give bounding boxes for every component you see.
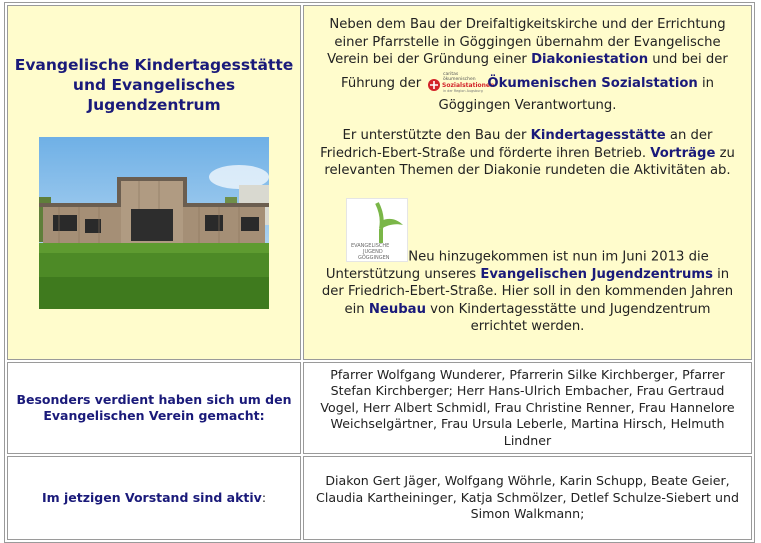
info-table (4, 2, 755, 543)
caritas-logo-small1: caritas (443, 71, 459, 77)
merits-label-cell (7, 362, 301, 455)
p1-text-1: Neben dem Bau der Dreifaltigkeitskirche und der Errichtung einer Pfarrstelle in Göggingen übernahm der Evangelische Verein bei der Gründung einer (327, 17, 726, 67)
p3-text-2: in der Friedrich-Ebert-Straße. Hier soll in den kommenden Jahren ein (321, 266, 734, 317)
board-label-colon: : (261, 490, 267, 505)
evangelische-jugend-logo (346, 198, 408, 262)
title-line-3: Jugendzentrum (87, 96, 221, 115)
building-illustration (39, 137, 269, 309)
keyword-diakoniestation[interactable]: Diakoniestation (531, 52, 649, 67)
paragraph-jugendzentrum (316, 198, 739, 336)
jz-logo-line1: EVANGELISCHE (351, 242, 390, 249)
jz-logo-line2: JUGEND (363, 248, 384, 255)
merits-names: Pfarrer Wolfgang Wunderer, Pfarrerin Silke Kirchberger, Pfarrer Stefan Kirchberger; Herr Hans-Ulrich Embacher, Frau Gertraud Vogel, Herr Albert Schmidl, Frau Christine Renner, Frau Hannelore Weichselgärtner, Frau Ursula Leberle, Martina Hirsch, Helmuth Lindner (320, 366, 735, 448)
merits-label: Besonders verdient haben sich um den Evangelischen Verein gemacht: (16, 391, 292, 423)
p2-text-2: an der Friedrich-Ebert-Straße und förderte ihren Betrieb. (320, 128, 713, 161)
title-line-1: Evangelische Kindertagesstätte (14, 56, 294, 75)
p2-text-3: zu relevanten Themen der Diakonie rundeten die Aktivitäten ab. (324, 145, 735, 178)
section-title (9, 55, 299, 115)
title-line-2: und Evangelisches (72, 76, 236, 95)
keyword-kindertagesstaette[interactable]: Kindertagesstätte (530, 128, 666, 143)
board-names: Diakon Gert Jäger, Wolfgang Wöhrle, Karin Schupp, Beate Geier, Claudia Kartheininger, Katja Schmölzer, Detlef Schulze-Siebert und Simon Walkmann; (316, 473, 739, 522)
merits-names-cell (303, 362, 752, 455)
p1-text-3: in Göggingen Verantwortung. (438, 75, 715, 113)
caritas-logo-big: Sozialstationen (442, 81, 495, 89)
keyword-oekumenische-sozialstation[interactable]: Ökumenischen Sozialstation (487, 75, 698, 91)
p2-text-1: Er unterstützte den Bau der (342, 128, 531, 143)
caritas-logo-small2: ökumenischen (443, 76, 476, 82)
board-label-cell (7, 456, 301, 540)
keyword-evangelisches-jugendzentrum[interactable]: Evangelischen Jugendzentrums (480, 266, 713, 282)
caritas-sozialstation-logo (427, 69, 495, 97)
description-cell (303, 5, 752, 360)
caritas-logo-small3: in der Region Augsburg (443, 88, 484, 93)
p3-text-3: von Kindertagesstätte und Jugendzentrum errichtet werden. (425, 301, 711, 334)
p1-text-2: und bei der Führung der (340, 52, 728, 91)
board-names-cell (303, 456, 752, 540)
paragraph-diakonie (316, 16, 739, 114)
board-label: Im jetzigen Vorstand sind aktiv (41, 490, 262, 505)
paragraph-kita (316, 127, 739, 180)
keyword-vortraege[interactable]: Vorträge (650, 145, 716, 161)
kindergarten-building-photo (39, 137, 269, 309)
title-cell (7, 5, 301, 360)
p3-text-1: Neu hinzugekommen ist nun im Juni 2013 die Unterstützung unseres (325, 249, 709, 282)
jz-logo-line3: GÖGGINGEN (358, 254, 390, 261)
content-wrapper (4, 2, 755, 522)
keyword-neubau[interactable]: Neubau (368, 301, 426, 317)
